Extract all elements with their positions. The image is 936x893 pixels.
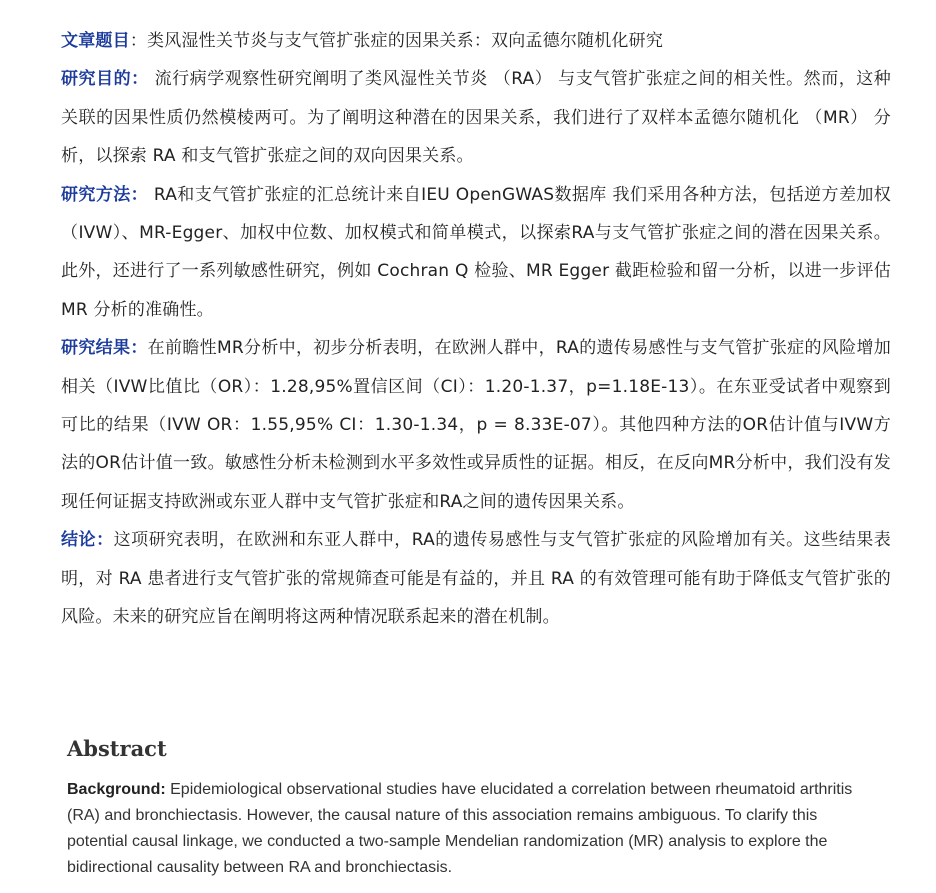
abstract-heading: Abstract — [67, 736, 167, 761]
objective-label: 研究目的： — [61, 69, 149, 90]
results-label: 研究结果： — [61, 338, 148, 359]
background-text: Epidemiological observational studies have elucidated a correlation between rheumatoid arthritis (RA) and bronchiectasis. However, the causal nature of this association remains ambiguous. To clarify this potential causal linkage, we conducted a two-sample Mendelian randomization (MR) analysis to explore the bidirectional causality between RA and bronchiectasis. — [67, 781, 853, 876]
methods-paragraph — [61, 176, 891, 330]
objective-paragraph — [61, 60, 891, 175]
article-title-paragraph — [61, 22, 891, 60]
background-label: Background: — [67, 781, 166, 798]
conclusion-label: 结论： — [61, 530, 114, 551]
article-title-label: 文章题目 — [61, 31, 130, 51]
results-paragraph — [61, 329, 891, 521]
background-paragraph — [67, 777, 867, 881]
conclusion-paragraph — [61, 521, 891, 636]
conclusion-text: 这项研究表明，在欧洲和东亚人群中，RA的遗传易感性与支气管扩张症的风险增加有关。这些结果表明，对 RA 患者进行支气管扩张的常规筛查可能是有益的，并且 RA 的有效管理可能有助于降低支气管扩张的风险。未来的研究应旨在阐明将这两种情况联系起来的潜在机制。 — [61, 530, 891, 628]
chinese-abstract — [61, 22, 891, 637]
objective-text: 流行病学观察性研究阐明了类风湿性关节炎 （RA） 与支气管扩张症之间的相关性。然而，这种关联的因果性质仍然模棱两可。为了阐明这种潜在的因果关系，我们进行了双样本孟德尔随机化 （MR） 分析，以探索 RA 和支气管扩张症之间的双向因果关系。 — [61, 69, 891, 167]
english-abstract — [67, 733, 867, 881]
article-title-text: 类风湿性关节炎与支气管扩张症的因果关系：双向孟德尔随机化研究 — [147, 31, 664, 51]
results-text: 在前瞻性MR分析中，初步分析表明，在欧洲人群中，RA的遗传易感性与支气管扩张症的风险增加相关（IVW比值比（OR）：1.28,95%置信区间（CI）：1.20-1.37，p=1.18E-13）。在东亚受试者中观察到可比的结果（IVW OR：1.55,95% CI：1.30-1.34，p = 8.33E-07）。其他四种方法的OR估计值与IVW方法的OR估计值一致。敏感性分析未检测到水平多效性或异质性的证据。相反，在反向MR分析中，我们没有发现任何证据支持欧洲或东亚人群中支气管扩张症和RA之间的遗传因果关系。 — [61, 338, 892, 512]
article-title-separator: ： — [129, 31, 148, 51]
methods-label: 研究方法： — [61, 184, 149, 205]
methods-text: RA和支气管扩张症的汇总统计来自IEU OpenGWAS数据库 我们采用各种方法，包括逆方差加权（IVW）、MR-Egger、加权中位数、加权模式和简单模式，以探索RA与支气管扩张症之间的潜在因果关系。此外，还进行了一系列敏感性研究，例如 Cochran Q 检验、MR Egger 截距检验和留一分析，以进一步评估 MR 分析的准确性。 — [61, 184, 891, 320]
